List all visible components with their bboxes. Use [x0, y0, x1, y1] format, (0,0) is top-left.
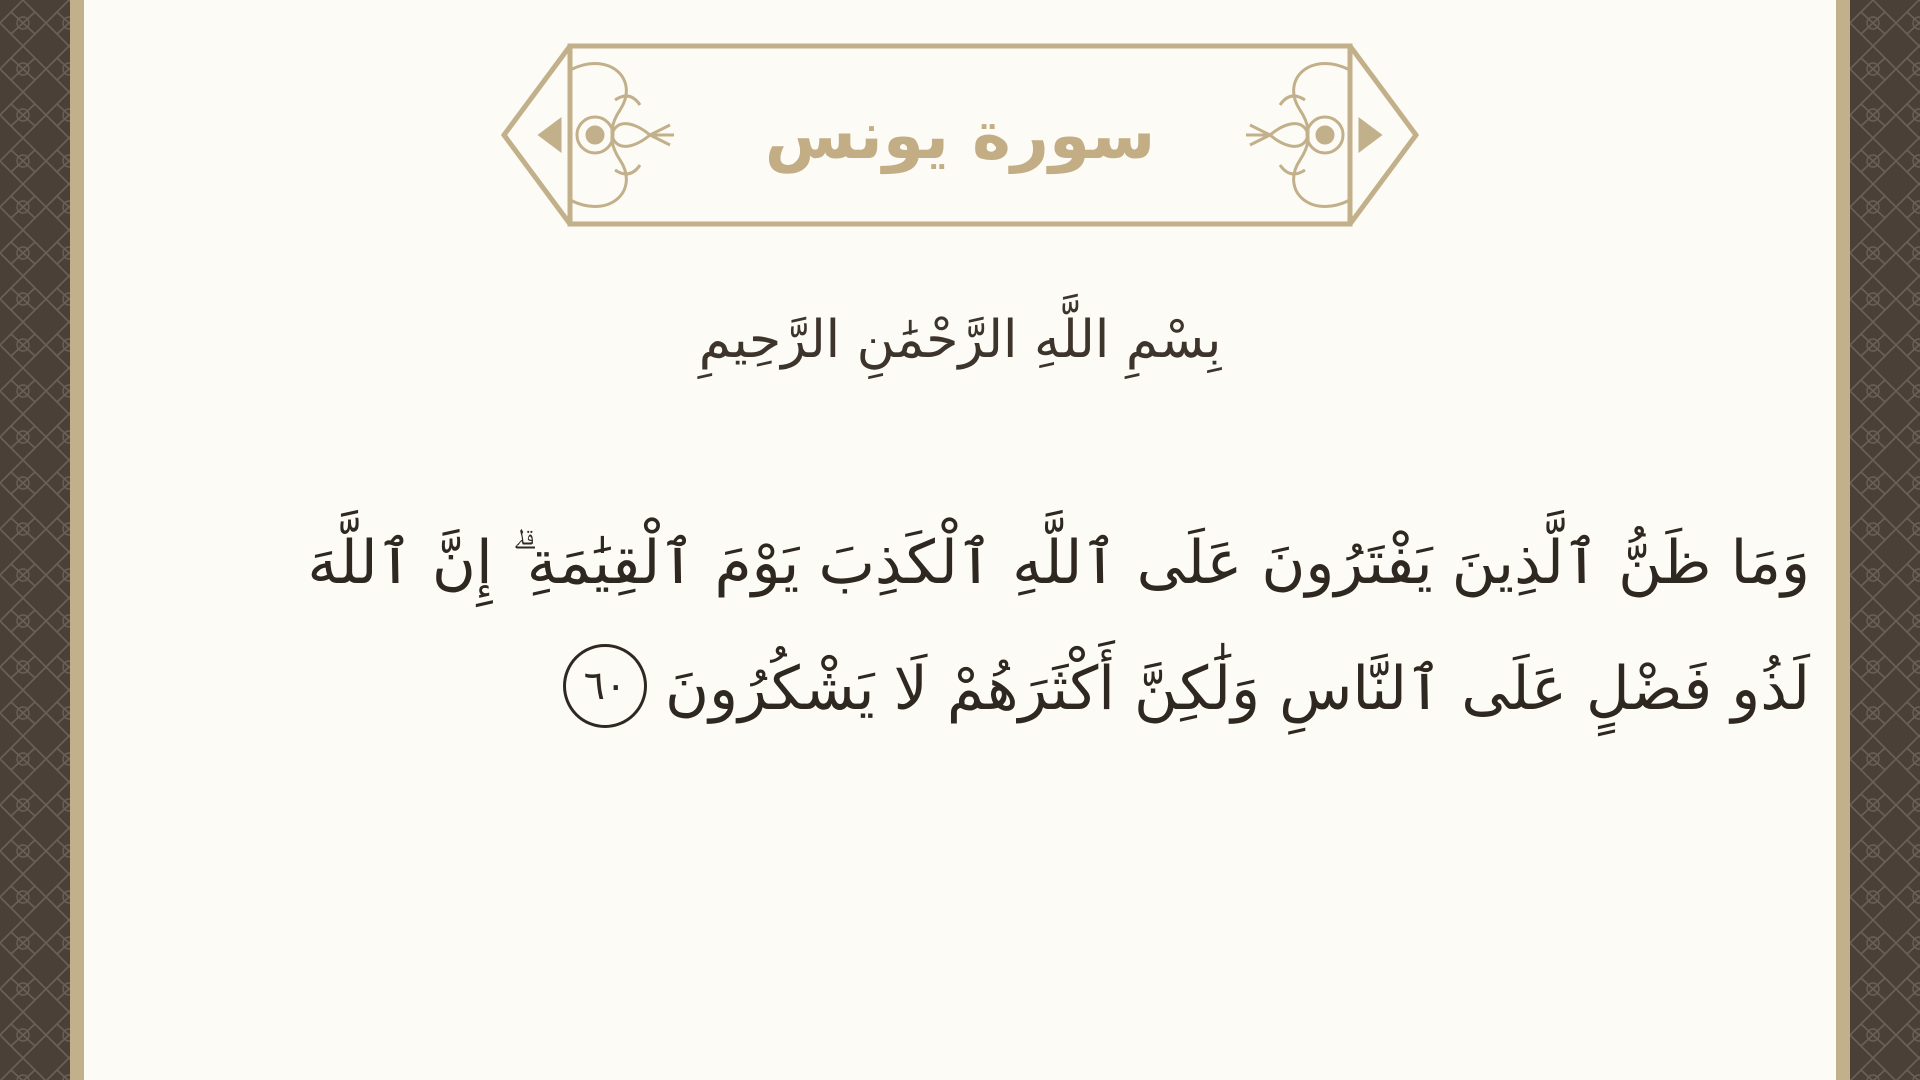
ayah-number-marker: ٦٠ [563, 644, 647, 728]
right-ornamental-border [1850, 0, 1920, 1080]
surah-title: سورة يونس [764, 96, 1156, 174]
ayah-line-1: وَمَا ظَنُّ ٱلَّذِينَ يَفْتَرُونَ عَلَى ٱللَّهِ ٱلْكَذِبَ يَوْمَ ٱلْقِيَٰمَةِ ۗ إِنَّ ٱللَّهَ [307, 528, 1810, 598]
right-inner-gap [1826, 0, 1836, 1080]
left-ornamental-border [0, 0, 70, 1080]
basmala: بِسْمِ اللَّهِ الرَّحْمَٰنِ الرَّحِيمِ [698, 310, 1222, 370]
ayah-line-2 [370, 626, 1810, 752]
left-gold-rule [70, 0, 84, 1080]
ayah-text [307, 500, 1810, 752]
right-gold-rule [1836, 0, 1850, 1080]
left-inner-gap [84, 0, 94, 1080]
ayah-line-2-text: لَذُو فَضْلٍ عَلَى ٱلنَّاسِ وَلَٰكِنَّ أَكْثَرَهُمْ لَا يَشْكُرُونَ [665, 654, 1810, 724]
surah-header-cartouche [500, 40, 1420, 230]
